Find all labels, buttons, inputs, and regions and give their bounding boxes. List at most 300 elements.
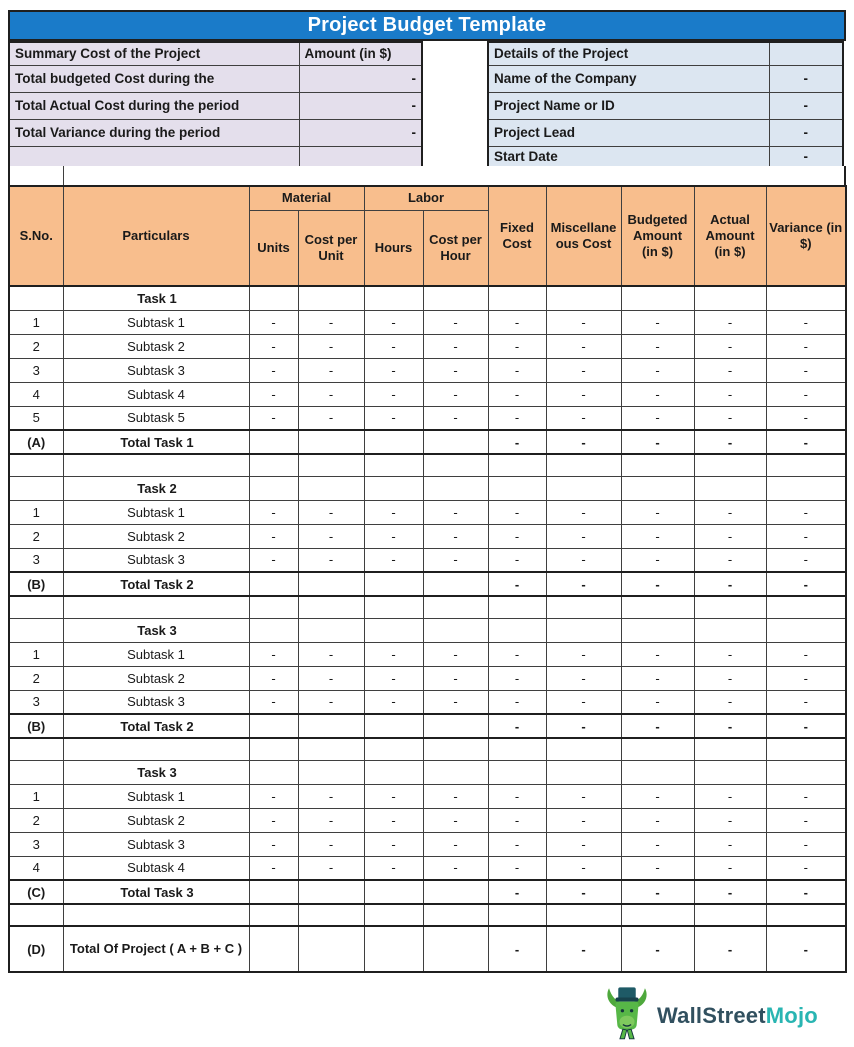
details-section <box>487 41 844 168</box>
value-cell: - <box>364 500 423 524</box>
value-cell <box>423 476 488 500</box>
particulars-cell: Subtask 1 <box>63 310 249 334</box>
value-cell <box>766 618 846 642</box>
value-cell: - <box>766 784 846 808</box>
header-variance: Variance (in $) <box>766 186 846 286</box>
value-cell: - <box>423 666 488 690</box>
value-cell <box>621 286 694 310</box>
value-cell <box>488 738 546 760</box>
value-cell <box>766 738 846 760</box>
spacer-row <box>9 596 846 618</box>
value-cell: - <box>423 642 488 666</box>
value-cell <box>249 904 298 926</box>
details-row-label: Start Date <box>488 146 769 167</box>
value-cell: - <box>766 690 846 714</box>
value-cell: - <box>621 690 694 714</box>
particulars-cell: Subtask 2 <box>63 524 249 548</box>
details-row-label: Project Name or ID <box>488 92 769 119</box>
value-cell <box>423 286 488 310</box>
sub-row <box>9 310 846 334</box>
value-cell <box>249 596 298 618</box>
value-cell: - <box>694 808 766 832</box>
value-cell: - <box>298 358 364 382</box>
value-cell: - <box>621 666 694 690</box>
sno-cell <box>9 596 63 618</box>
value-cell: - <box>766 382 846 406</box>
value-cell: - <box>364 856 423 880</box>
summary-row-value <box>299 146 422 167</box>
value-cell: - <box>546 382 621 406</box>
value-cell: - <box>298 382 364 406</box>
sno-cell: 2 <box>9 808 63 832</box>
value-cell: - <box>621 430 694 454</box>
value-cell: - <box>694 926 766 972</box>
value-cell: - <box>249 808 298 832</box>
value-cell: - <box>694 430 766 454</box>
value-cell <box>546 760 621 784</box>
value-cell: - <box>546 880 621 904</box>
value-cell: - <box>488 926 546 972</box>
header-material-group: Material <box>249 186 364 210</box>
value-cell <box>621 618 694 642</box>
summary-row-value: - <box>299 119 422 146</box>
details-header-value <box>769 42 843 65</box>
value-cell: - <box>694 572 766 596</box>
particulars-cell: Subtask 2 <box>63 334 249 358</box>
sno-cell: (B) <box>9 714 63 738</box>
value-cell: - <box>298 548 364 572</box>
value-cell <box>364 430 423 454</box>
sub-row <box>9 334 846 358</box>
sno-cell <box>9 286 63 310</box>
summary-row-value: - <box>299 92 422 119</box>
value-cell <box>298 286 364 310</box>
value-cell <box>621 738 694 760</box>
value-cell <box>621 476 694 500</box>
value-cell <box>621 596 694 618</box>
details-table <box>487 41 844 168</box>
value-cell: - <box>621 406 694 430</box>
value-cell: - <box>364 358 423 382</box>
value-cell: - <box>364 548 423 572</box>
value-cell: - <box>546 548 621 572</box>
value-cell: - <box>546 430 621 454</box>
sub-row <box>9 382 846 406</box>
value-cell <box>249 572 298 596</box>
value-cell: - <box>546 808 621 832</box>
value-cell <box>694 454 766 476</box>
sno-cell <box>9 738 63 760</box>
value-cell <box>423 714 488 738</box>
particulars-cell: Subtask 4 <box>63 382 249 406</box>
sno-cell: 3 <box>9 548 63 572</box>
task-row <box>9 286 846 310</box>
summary-row-label <box>9 146 299 167</box>
sno-cell <box>9 618 63 642</box>
value-cell: - <box>364 524 423 548</box>
value-cell: - <box>364 406 423 430</box>
value-cell: - <box>546 690 621 714</box>
value-cell: - <box>766 666 846 690</box>
value-cell: - <box>423 358 488 382</box>
value-cell: - <box>694 784 766 808</box>
value-cell <box>546 618 621 642</box>
value-cell <box>488 904 546 926</box>
particulars-cell: Subtask 5 <box>63 406 249 430</box>
value-cell: - <box>364 642 423 666</box>
value-cell: - <box>694 856 766 880</box>
total-row <box>9 714 846 738</box>
value-cell <box>423 738 488 760</box>
value-cell <box>364 904 423 926</box>
budget-table-body <box>9 286 846 972</box>
value-cell <box>488 286 546 310</box>
value-cell: - <box>488 714 546 738</box>
value-cell <box>766 904 846 926</box>
value-cell: - <box>364 832 423 856</box>
value-cell: - <box>488 690 546 714</box>
value-cell <box>249 926 298 972</box>
value-cell: - <box>364 334 423 358</box>
sno-cell <box>9 454 63 476</box>
sno-cell: 1 <box>9 500 63 524</box>
header-hours: Hours <box>364 210 423 286</box>
summary-table <box>8 41 423 168</box>
particulars-cell: Total Of Project ( A + B + C ) <box>63 926 249 972</box>
value-cell: - <box>364 666 423 690</box>
value-cell: - <box>423 524 488 548</box>
brand-text-wallstreet: WallStreet <box>657 1003 766 1028</box>
spacer-column-divider <box>63 166 64 185</box>
value-cell: - <box>249 334 298 358</box>
value-cell <box>249 286 298 310</box>
budget-table-header <box>9 186 846 286</box>
value-cell <box>249 880 298 904</box>
header-actual-amount: Actual Amount (in $) <box>694 186 766 286</box>
value-cell <box>298 760 364 784</box>
value-cell: - <box>423 690 488 714</box>
value-cell: - <box>766 926 846 972</box>
particulars-cell: Total Task 2 <box>63 714 249 738</box>
value-cell: - <box>766 430 846 454</box>
summary-row-label: Total budgeted Cost during the <box>9 65 299 92</box>
summary-section <box>8 41 423 168</box>
particulars-cell: Task 2 <box>63 476 249 500</box>
sno-cell: 3 <box>9 832 63 856</box>
value-cell <box>621 760 694 784</box>
value-cell: - <box>298 334 364 358</box>
value-cell <box>249 738 298 760</box>
particulars-cell: Subtask 4 <box>63 856 249 880</box>
value-cell <box>423 618 488 642</box>
value-cell <box>546 286 621 310</box>
sno-cell: (C) <box>9 880 63 904</box>
value-cell <box>621 454 694 476</box>
value-cell: - <box>694 382 766 406</box>
value-cell: - <box>546 406 621 430</box>
header-units: Units <box>249 210 298 286</box>
value-cell <box>364 738 423 760</box>
value-cell: - <box>423 784 488 808</box>
summary-row-label: Total Variance during the period <box>9 119 299 146</box>
spacer-strip <box>8 166 846 185</box>
value-cell <box>488 596 546 618</box>
value-cell: - <box>488 856 546 880</box>
value-cell <box>249 760 298 784</box>
value-cell <box>694 738 766 760</box>
value-cell: - <box>766 406 846 430</box>
particulars-cell: Subtask 2 <box>63 808 249 832</box>
wallstreetmojo-logo <box>604 988 850 1044</box>
value-cell: - <box>488 666 546 690</box>
value-cell <box>488 476 546 500</box>
value-cell: - <box>488 642 546 666</box>
header-fixed-cost: Fixed Cost <box>488 186 546 286</box>
value-cell <box>766 454 846 476</box>
particulars-cell: Subtask 2 <box>63 666 249 690</box>
value-cell: - <box>364 808 423 832</box>
sub-row <box>9 500 846 524</box>
value-cell: - <box>298 406 364 430</box>
value-cell: - <box>694 310 766 334</box>
value-cell <box>298 430 364 454</box>
value-cell: - <box>364 310 423 334</box>
sub-row <box>9 524 846 548</box>
value-cell: - <box>766 572 846 596</box>
sub-row <box>9 784 846 808</box>
value-cell: - <box>621 500 694 524</box>
value-cell: - <box>546 832 621 856</box>
sub-row <box>9 642 846 666</box>
value-cell: - <box>298 808 364 832</box>
value-cell: - <box>249 642 298 666</box>
value-cell: - <box>546 500 621 524</box>
value-cell <box>298 714 364 738</box>
sub-row <box>9 690 846 714</box>
value-cell: - <box>249 548 298 572</box>
value-cell <box>364 880 423 904</box>
sno-cell <box>9 760 63 784</box>
particulars-cell: Task 1 <box>63 286 249 310</box>
value-cell: - <box>488 406 546 430</box>
value-cell: - <box>621 524 694 548</box>
value-cell: - <box>488 358 546 382</box>
details-row-label: Project Lead <box>488 119 769 146</box>
sno-cell: 2 <box>9 666 63 690</box>
spacer-row <box>9 738 846 760</box>
value-cell: - <box>621 358 694 382</box>
value-cell: - <box>621 310 694 334</box>
particulars-cell: Total Task 1 <box>63 430 249 454</box>
value-cell: - <box>694 500 766 524</box>
value-cell: - <box>249 784 298 808</box>
value-cell: - <box>488 382 546 406</box>
value-cell: - <box>423 548 488 572</box>
particulars-cell: Subtask 3 <box>63 358 249 382</box>
value-cell: - <box>694 690 766 714</box>
grand-row <box>9 926 846 972</box>
value-cell: - <box>488 524 546 548</box>
sub-row <box>9 358 846 382</box>
value-cell: - <box>621 926 694 972</box>
value-cell <box>364 618 423 642</box>
summary-amount-header: Amount (in $) <box>299 42 422 65</box>
value-cell: - <box>364 690 423 714</box>
particulars-cell <box>63 596 249 618</box>
value-cell: - <box>249 690 298 714</box>
spacer-row <box>9 454 846 476</box>
value-cell: - <box>423 406 488 430</box>
sno-cell: 3 <box>9 690 63 714</box>
value-cell <box>364 760 423 784</box>
value-cell: - <box>694 406 766 430</box>
header-particulars: Particulars <box>63 186 249 286</box>
value-cell: - <box>488 500 546 524</box>
value-cell <box>249 454 298 476</box>
particulars-cell: Subtask 1 <box>63 500 249 524</box>
value-cell: - <box>249 406 298 430</box>
value-cell: - <box>249 856 298 880</box>
value-cell: - <box>621 832 694 856</box>
value-cell <box>298 738 364 760</box>
value-cell: - <box>546 666 621 690</box>
value-cell <box>364 714 423 738</box>
value-cell <box>298 572 364 596</box>
sub-row <box>9 406 846 430</box>
budget-table <box>8 185 847 973</box>
sno-cell: 1 <box>9 310 63 334</box>
sub-row <box>9 548 846 572</box>
particulars-cell: Total Task 2 <box>63 572 249 596</box>
value-cell <box>249 476 298 500</box>
value-cell: - <box>546 334 621 358</box>
value-cell <box>694 476 766 500</box>
value-cell: - <box>694 880 766 904</box>
value-cell <box>766 476 846 500</box>
value-cell <box>423 880 488 904</box>
sno-cell: 4 <box>9 382 63 406</box>
details-row-value: - <box>769 146 843 167</box>
value-cell <box>766 760 846 784</box>
value-cell: - <box>546 926 621 972</box>
value-cell: - <box>766 500 846 524</box>
value-cell: - <box>546 572 621 596</box>
value-cell: - <box>249 500 298 524</box>
details-row-value: - <box>769 92 843 119</box>
task-row <box>9 476 846 500</box>
value-cell <box>694 618 766 642</box>
value-cell: - <box>488 880 546 904</box>
value-cell <box>298 454 364 476</box>
value-cell <box>621 904 694 926</box>
value-cell: - <box>621 784 694 808</box>
particulars-cell: Subtask 1 <box>63 642 249 666</box>
value-cell: - <box>621 382 694 406</box>
value-cell <box>364 926 423 972</box>
details-row-value: - <box>769 119 843 146</box>
value-cell: - <box>766 808 846 832</box>
value-cell: - <box>249 382 298 406</box>
value-cell <box>298 476 364 500</box>
value-cell <box>694 760 766 784</box>
value-cell <box>546 904 621 926</box>
budget-table-section <box>8 185 847 973</box>
sno-cell <box>9 904 63 926</box>
value-cell: - <box>423 334 488 358</box>
summary-row-label: Total Actual Cost during the period <box>9 92 299 119</box>
value-cell <box>423 760 488 784</box>
value-cell: - <box>488 430 546 454</box>
total-row <box>9 880 846 904</box>
sno-cell: 2 <box>9 334 63 358</box>
particulars-cell: Subtask 3 <box>63 832 249 856</box>
value-cell: - <box>766 714 846 738</box>
value-cell: - <box>766 880 846 904</box>
value-cell: - <box>546 642 621 666</box>
value-cell <box>298 880 364 904</box>
value-cell: - <box>694 714 766 738</box>
sno-cell: 1 <box>9 642 63 666</box>
sno-cell <box>9 476 63 500</box>
details-row-label: Name of the Company <box>488 65 769 92</box>
value-cell: - <box>423 382 488 406</box>
value-cell: - <box>298 500 364 524</box>
value-cell <box>298 618 364 642</box>
value-cell: - <box>364 784 423 808</box>
value-cell <box>694 596 766 618</box>
summary-header: Summary Cost of the Project <box>9 42 299 65</box>
sno-cell: 4 <box>9 856 63 880</box>
value-cell <box>423 904 488 926</box>
value-cell: - <box>249 524 298 548</box>
particulars-cell: Subtask 1 <box>63 784 249 808</box>
value-cell <box>766 286 846 310</box>
sub-row <box>9 832 846 856</box>
value-cell <box>364 476 423 500</box>
value-cell: - <box>249 666 298 690</box>
value-cell: - <box>621 642 694 666</box>
value-cell: - <box>488 572 546 596</box>
value-cell: - <box>423 310 488 334</box>
sub-row <box>9 666 846 690</box>
value-cell: - <box>621 714 694 738</box>
value-cell: - <box>621 334 694 358</box>
summary-row-value: - <box>299 65 422 92</box>
header-labor-group: Labor <box>364 186 488 210</box>
particulars-cell: Subtask 3 <box>63 548 249 572</box>
value-cell: - <box>488 548 546 572</box>
total-row <box>9 572 846 596</box>
value-cell: - <box>546 784 621 808</box>
value-cell <box>298 596 364 618</box>
brand-text <box>657 1003 818 1029</box>
sno-cell: (D) <box>9 926 63 972</box>
value-cell: - <box>546 714 621 738</box>
value-cell <box>423 596 488 618</box>
particulars-cell: Task 3 <box>63 618 249 642</box>
brand-text-mojo: Mojo <box>765 1003 818 1028</box>
particulars-cell: Total Task 3 <box>63 880 249 904</box>
value-cell: - <box>621 808 694 832</box>
value-cell: - <box>298 310 364 334</box>
value-cell: - <box>298 832 364 856</box>
value-cell: - <box>546 856 621 880</box>
value-cell: - <box>423 808 488 832</box>
value-cell: - <box>694 642 766 666</box>
value-cell: - <box>423 856 488 880</box>
value-cell: - <box>249 832 298 856</box>
value-cell: - <box>694 548 766 572</box>
